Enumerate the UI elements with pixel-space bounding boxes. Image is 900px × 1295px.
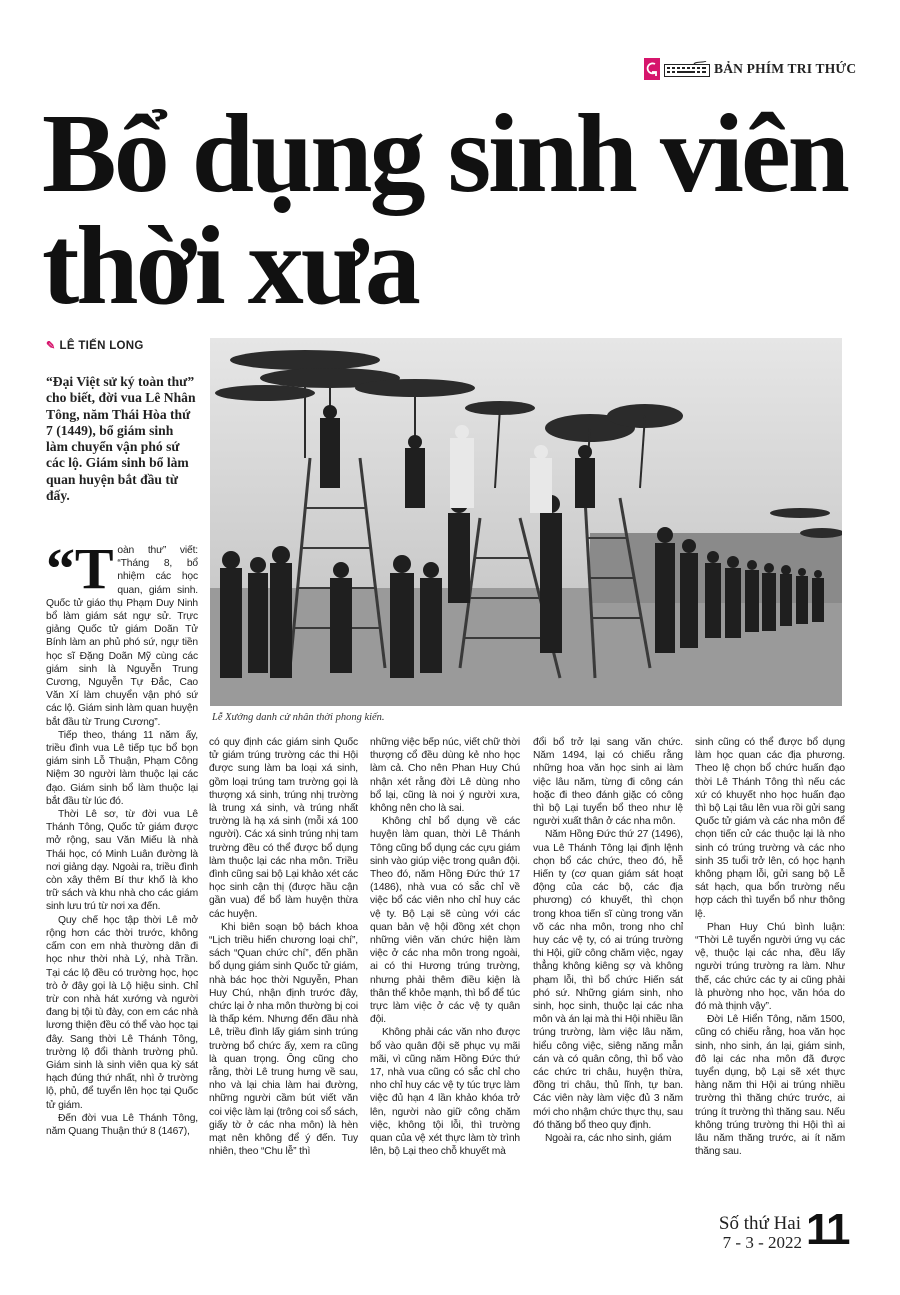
paragraph: Phan Huy Chú bình luận: “Thời Lê tuyển người ứng vụ các vệ, thuộc lại các nha, đều lấy người trúng trường ra làm. Như thế, các chức các ty ai cũng phải là phường nho học, văn hóa do đó mà thịnh vậy”. [695, 921, 845, 1013]
paragraph: Thời Lê sơ, từ đời vua Lê Thánh Tông, Quốc tử giám được mở rộng, sau Văn Miếu là nhà Thái học, có Minh Luân đường là nơi giảng dạy. Ngoài ra, triều đình còn xây thêm Bí thư khố là kho trữ sách và khu nhà cho các giám sinh lưu trú từ nơi xa đến. [46, 809, 198, 913]
dropcap: “T [46, 536, 114, 601]
paragraph: những việc bếp núc, viết chữ thời thượng cổ đều dùng kẻ nho học làm cả. Cho nên Phan Huy Chú nhận xét rằng đời Lê dùng nho bổ lại, cũng là noi ý người xưa, không nên cho là sai. [370, 737, 520, 815]
article-sapo: “Đại Việt sử ký toàn thư” cho biết, đời vua Lê Nhân Tông, năm Thái Hòa thứ 7 (1449), bổ giám sinh làm chuyển vận phó sứ các lộ. Giám sinh bổ làm quan huyện bắt đầu từ đấy. [46, 374, 196, 504]
paragraph: đổi bổ trở lại sang văn chức. Năm 1494, lại có chiếu rằng những hoa văn học sinh ai làm việc lâu năm, từng đi công cán hoặc đi theo đánh giặc có công thì bộ Lại tuyển bổ theo như lệ người xuất thân ở các nha môn. [533, 737, 683, 828]
paragraph: Quy chế học tập thời Lê mở rộng hơn các thời trước, không cấm con em nhà thường dân đi học như thời nhà Lý, nhà Trần. Tại các lộ đều có trường học, học trò ở đây gọi là Lộ hiệu sinh. Chỉ trừ con nhà hát xướng và người đang bị tội tù đày, con em các nhà lương thiện đều có thể vào học tại đây. Sang thời Lê Thánh Tông, trường lộ đổi thành trường phủ. Giám sinh là sinh viên qua kỳ sát hạch đúng thứ nhất, nhì ở trường lộ, phủ, để tuyển lên học tại Quốc tử giám. [46, 914, 198, 1111]
paragraph: Đời Lê Hiển Tông, năm 1500, cũng có chiếu rằng, hoa văn học sinh, nho sinh, án lại, giám sinh, đô lại các nha môn đã được tuyển dụng, bộ Lại sẽ xét thực hàng năm thi Hội ai trúng nhiều trường thì thăng chức trước, ai trúng ít trường thì thăng sau. Nếu không trúng trường thi Hội thì ai lâu năm thăng trước, ai ít năm thăng sau. [695, 1014, 845, 1158]
paragraph: Ngoài ra, các nho sinh, giám [545, 1133, 672, 1145]
paragraph: có quy định các giám sinh Quốc tử giám trúng trường các thi Hội được sung làm ba loại xá sinh, gồm loại trúng tam trường gọi là thượng xá sinh, trúng nhị trường là trung xá sinh, và trúng nhất trường là hạ xá sinh (mỗi xá 100 người). Các xá sinh trúng nhị tam trường đều có thể được bổ dụng làm thuộc lại các nha môn. Triều đình cũng sai bộ Lại khảo xét các học sinh cận thị (được hầu cận gần vua) để bổ làm huyện thừa các huyện. [209, 737, 358, 920]
article-column-2 [209, 736, 358, 1159]
paragraph: sinh cũng có thể được bổ dụng làm học quan các địa phương. Theo lệ chọn bổ chức huấn đạo thời Lê Thánh Tông thì nếu các xứ có khuyết nho học huấn đạo thì bộ Lại tâu lên vua rồi gửi sang Quốc tử giám và các nha môn để chọn tiến cử các thuộc lại là nho sinh có trúng trường và các nho sinh 35 tuổi trở lên, có học hạnh không phạm lỗi, gửi sang bộ Lễ sát hạch, qua bổn trường nếu hợp cách thì tuyển bổ như thông lệ. [695, 737, 845, 920]
pen-icon: ✎ [46, 340, 56, 352]
paragraph: Không chỉ bổ dụng về các huyện làm quan, thời Lê Thánh Tông cũng bổ dụng các cựu giám sinh vào giúp việc trong quân đội. Theo đó, năm Hồng Đức thứ 17 (1486), nhà vua có sắc chỉ về việc bổ các viên nho chỉ huy các vệ ty. Bộ Lại sẽ cùng với các quan bản vệ hội đồng xét chọn những viên văn chức hiện làm việc ở các nha môn trong ngoài, ai có thi Hương trúng trường, nhưng phải thêm điều kiện là thân thể khỏe mạnh, thì bổ để túc trực làm việc ở các vệ ty quân đội. [370, 816, 520, 1026]
issue-label: Số thứ Hai [718, 1213, 801, 1234]
paragraph: Tiếp theo, tháng 11 năm ấy, triều đình vua Lê tiếp tục bổ bọn giám sinh Lỗ Thuận, Phạm Công Niệm 30 người làm thuộc lại các đạo. Giám sinh bổ làm thuộc lại bắt đầu từ lúc đó. [46, 729, 198, 807]
paragraph: Năm Hồng Đức thứ 27 (1496), vua Lê Thánh Tông lại định lệnh chọn bổ các chức, theo đó, hễ Hiến ty (cơ quan giám sát hoạt động của các bộ, các địa phương) có khuyết, thì chọn trong khoa tiến sĩ cùng trong văn võ các nha môn, trong nho chỉ huy các vệ ty, có ai trúng trường thi Hội, giữ công chăm việc, ngay thẳng không kiêng sợ và không phạm lỗi, thì bổ chức Hiến sát phó sứ. Những giám sinh, nho sinh, học sinh, thuộc lại các nha môn và án lại mà thi Hội nhiều lần trúng trường, làm việc lâu năm, hiểu công việc, siêng năng mẫn cán và có quân công, thì bổ vào các chức tri châu, huyện thừa, đồng tri châu, thủ lĩnh, tự ban. Các viên này làm việc đủ 3 năm mới cho nhậm chức thực thụ, sau đó thăng bổ theo quy định. [533, 829, 684, 1131]
issue-date: 7 - 3 - 2022 [722, 1233, 802, 1252]
headline-line-2: thời xưa [42, 204, 418, 328]
arrow-icon [644, 58, 660, 80]
section-label: BẢN PHÍM TRI THỨC [714, 61, 857, 76]
article-column-4 [533, 736, 683, 1145]
section-tag [644, 58, 857, 80]
photo-caption: Lễ Xướng danh cử nhân thời phong kiến. [212, 712, 385, 723]
page-number: 11 [806, 1205, 849, 1254]
author-name: LÊ TIẾN LONG [59, 339, 144, 352]
paragraph: Đến đời vua Lê Thánh Tông, năm Quang Thuận thứ 8 (1467), [46, 1112, 198, 1137]
headline [42, 92, 862, 328]
article-photo [210, 338, 842, 706]
article-column-1 [46, 536, 198, 1138]
keyboard-icon [664, 61, 710, 77]
paragraph: Không phải các văn nho được bổ vào quân đội sẽ phục vụ mãi mãi, vì cũng năm Hồng Đức thứ 17, nhà vua cũng có sắc chỉ cho nho chỉ huy các vệ ty túc trực làm việc đủ hạn 4 lần khảo khóa trở lên, người nào giữ công chăm việc, không tội lỗi, thì trường quan của vệ xét thực làm tờ trình lên, bộ Lại theo chỗ khuyết mà [370, 1027, 520, 1158]
article-column-3 [370, 736, 520, 1159]
paragraph: Khi biên soạn bộ bách khoa “Lịch triều hiến chương loại chí”, sách “Quan chức chí”, đến phần bổ dụng giám sinh Quốc tử giám, nhà bác học thời Nguyễn, Phan Huy Chú, nhận định trước đây, chức lại ở nha môn thường bị coi là thấp kém. Nhưng đến đầu nhà Lê, triều đình lấy giám sinh trúng trường bổ chức ấy, xem ra cũng là quan trọng. Ông cũng cho rằng, thời Lê trung hưng về sau, nho và lại chia làm hai đường, những người cầm bút viết văn coi việc làm lại (trông coi sổ sách, giấy tờ ở các nha môn) là hèn mạt nên không để ý đến. Tuy nhiên, theo “Chu lễ” thì [209, 921, 358, 1158]
byline [46, 339, 144, 352]
headline-line-1: Bổ dụng sinh viên [42, 92, 847, 216]
paragraph: “Toàn thư” viết: “Tháng 8, bổ nhiệm các học quan, giám sinh. Quốc tử giáo thụ Phạm Duy Ninh bổ làm giám sát ngự sử. Trực giảng Quốc tử giám Doãn Tử Bính làm an phủ phó sứ, ngự tiền học sĩ Đặng Doãn Mỹ cùng các giám sinh là Nguyễn Trung Cương, Nguyễn Tự Đắc, Cao Văn Xí làm chuyển vận phó sứ các lộ. Giám sinh làm quan huyện bắt đầu từ Trung Cương”. [46, 536, 198, 728]
article-column-5 [695, 736, 845, 1159]
